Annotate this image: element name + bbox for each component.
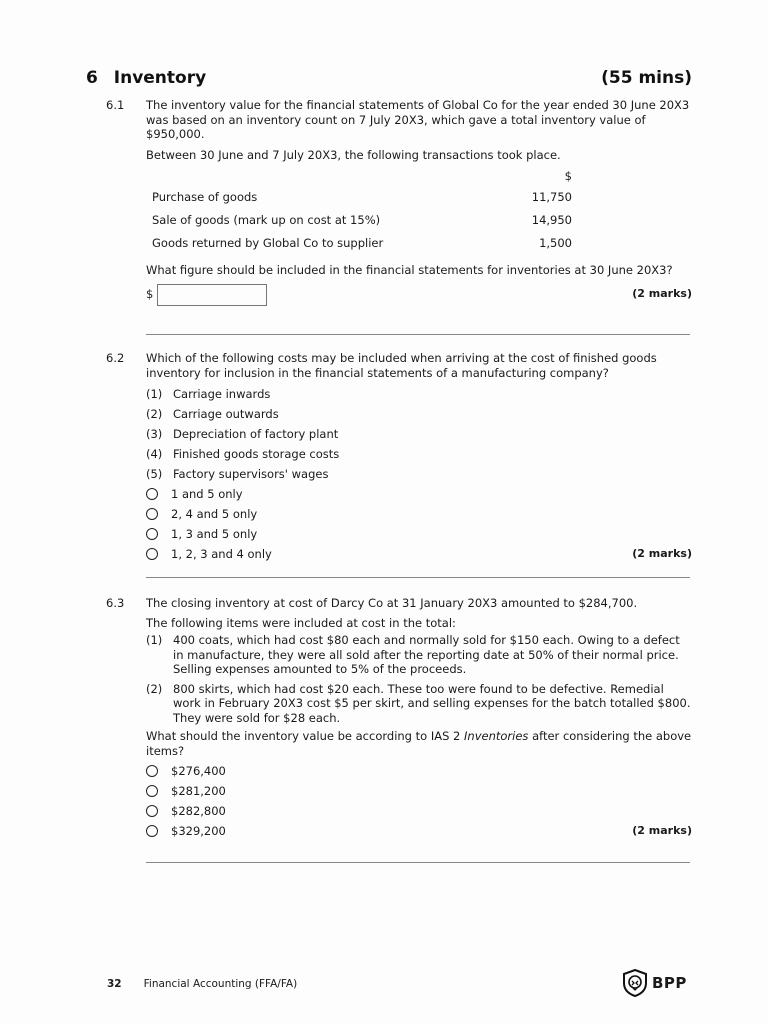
answer-option[interactable]: $282,800 <box>146 801 692 821</box>
radio-icon[interactable] <box>146 805 158 817</box>
section-heading <box>86 68 692 88</box>
list-item: (4) Finished goods storage costs <box>146 446 340 461</box>
question-number: 6.3 <box>106 596 125 610</box>
answer-line <box>146 284 692 306</box>
divider <box>146 577 690 578</box>
book-title: Financial Accounting (FFA/FA) <box>143 978 298 990</box>
question-prompt: What figure should be included in the financial statements for inventories at 30 June 20X3? <box>146 263 673 277</box>
bpp-logo <box>622 969 687 997</box>
answer-option[interactable]: 1, 2, 3 and 4 only <box>146 544 272 564</box>
logo-text: BPP <box>652 974 687 992</box>
answer-option[interactable]: $329,200 <box>146 821 226 841</box>
question-text: The closing inventory at cost of Darcy Co at 31 January 20X3 amounted to $284,700. <box>146 596 638 610</box>
list-item: (5) Factory supervisors' wages <box>146 466 329 481</box>
answer-input-box[interactable] <box>157 284 267 306</box>
question-text: Which of the following costs may be included when arriving at the cost of finished goods inventory for inclusion in the financial statements of a manufacturing company? <box>146 351 657 380</box>
radio-icon[interactable] <box>146 488 158 500</box>
answer-prefix: $ <box>146 287 154 302</box>
section-number: 6 <box>86 68 98 88</box>
radio-icon[interactable] <box>146 785 158 797</box>
table-row: Purchase of goods 11,750 <box>152 190 572 205</box>
marks-label: (2 marks) <box>632 546 692 560</box>
radio-icon[interactable] <box>146 825 158 837</box>
divider <box>146 334 690 335</box>
radio-icon[interactable] <box>146 548 158 560</box>
question-number: 6.1 <box>106 98 125 112</box>
question-text-2: The following items were included at cost in the total: <box>146 615 456 630</box>
marks-label: (2 marks) <box>632 287 692 301</box>
question-6-2 <box>106 351 692 566</box>
question-6-1 <box>106 98 692 328</box>
page-number: 32 <box>107 978 122 990</box>
lion-shield-icon <box>622 969 648 997</box>
list-item: (1) Carriage inwards <box>146 386 271 401</box>
currency-header: $ <box>564 168 572 183</box>
section-time: (55 mins) <box>601 68 692 88</box>
question-text-2: Between 30 June and 7 July 20X3, the following transactions took place. <box>146 147 561 162</box>
radio-icon[interactable] <box>146 528 158 540</box>
question-6-3 <box>106 596 692 856</box>
sub-item: (2) 800 skirts, which had cost $20 each. These too were found to be defective. Remedial work in February 20X3 cost $5 per skirt, and selling expenses for the batch totalled $800. They were sold for $28 each. <box>146 681 691 725</box>
question-number: 6.2 <box>106 351 125 365</box>
answer-option[interactable]: $281,200 <box>146 781 692 801</box>
answer-option[interactable]: 1, 3 and 5 only <box>146 524 692 544</box>
table-header <box>152 166 572 186</box>
page-footer <box>107 978 297 990</box>
answer-option[interactable]: $276,400 <box>146 761 692 781</box>
divider <box>146 862 690 863</box>
question-prompt: What should the inventory value be according to IAS 2 Inventories after considering the above items? <box>146 729 692 758</box>
table-row: Sale of goods (mark up on cost at 15%) 14,950 <box>152 213 572 228</box>
section-title: Inventory <box>113 68 207 88</box>
answer-option[interactable]: 2, 4 and 5 only <box>146 504 692 524</box>
list-item: (2) Carriage outwards <box>146 406 279 421</box>
radio-icon[interactable] <box>146 765 158 777</box>
radio-icon[interactable] <box>146 508 158 520</box>
list-item: (3) Depreciation of factory plant <box>146 426 339 441</box>
question-text: The inventory value for the financial statements of Global Co for the year ended 30 June 20X3 was based on an inventory count on 7 July 20X3, which gave a total inventory value of $950,000. <box>146 98 690 141</box>
table-row: Goods returned by Global Co to supplier 1,500 <box>152 236 572 251</box>
answer-option[interactable]: 1 and 5 only <box>146 484 692 504</box>
marks-label: (2 marks) <box>632 823 692 837</box>
sub-item: (1) 400 coats, which had cost $80 each and normally sold for $150 each. Owing to a defect in manufacture, they were all sold after the reporting date at 50% of their normal price. Selling expenses amounted to 5% of the proceeds. <box>146 633 680 676</box>
